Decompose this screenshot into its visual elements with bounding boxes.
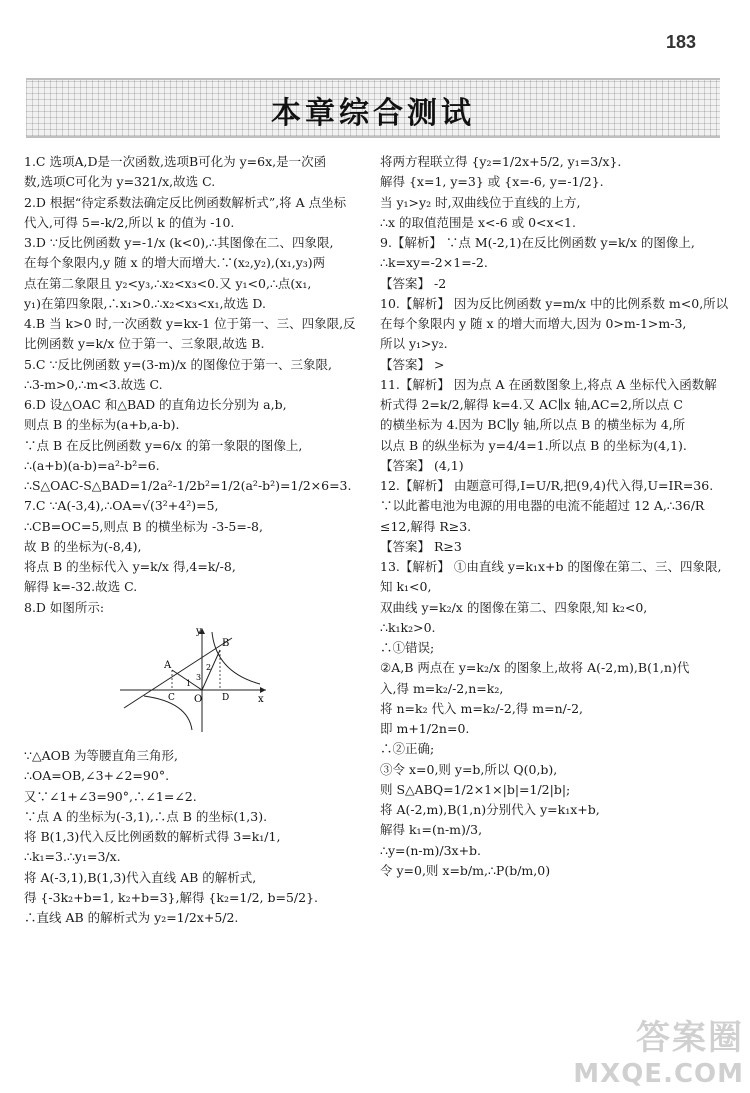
text-line: ∴直线 AB 的解析式为 y₂=1/2x+5/2. [24, 910, 239, 925]
text-line: 在每个象限内,y 随 x 的增大而增大.∵(x₂,y₂),(x₁,y₃)两 [24, 255, 326, 271]
coordinate-figure [120, 624, 270, 734]
text-line: ∴①错误; [380, 640, 435, 655]
text-line: 【答案】 (4,1) [380, 457, 464, 473]
watermark-logo-text: 答案圈 [636, 1018, 744, 1058]
text-line: 5.C ∵反比例函数 y=(3-m)/x 的图像位于第一、三象限, [24, 356, 332, 372]
text-line: 3.D ∵反比例函数 y=-1/x (k<0),∴其图像在二、四象限, [24, 235, 334, 250]
text-line: 即 m+1/2n=0. [380, 721, 470, 736]
left-lines [24, 152, 362, 618]
watermark-url: MXQE.COM [573, 1059, 744, 1089]
text-line: 以点 B 的纵坐标为 y=4/4=1.所以点 B 的坐标为(4,1). [380, 437, 687, 453]
left-column [24, 152, 362, 928]
fig-label-b: B [222, 637, 230, 649]
text-line: ②A,B 两点在 y=k₂/x 的图象上,故将 A(-2,m),B(1,n)代 [380, 660, 690, 676]
text-line: 4.B 当 k>0 时,一次函数 y=kx-1 位于第一、三、四象限,反 [24, 316, 356, 331]
text-line: 在每个象限内 y 随 x 的增大而增大,因为 0>m-1>m-3, [380, 316, 687, 331]
text-line: 7.C ∵A(-3,4),∴OA=√(3²+4²)=5, [24, 498, 219, 514]
text-line: 11.【解析】 因为点 A 在函数图象上,将点 A 坐标代入函数解 [380, 376, 717, 392]
text-line: 【答案】 -2 [380, 275, 447, 291]
text-line: ∴x 的取值范围是 x<-6 或 0<x<1. [380, 214, 576, 230]
text-line: 得 {-3k₂+b=1, k₂+b=3},解得 {k₂=1/2, b=5/2}. [24, 889, 319, 905]
text-line: 解得 {x=1, y=3} 或 {x=-6, y=-1/2}. [380, 174, 604, 190]
problem-8-figure [120, 624, 362, 740]
text-line: 又∵∠1+∠3=90°,∴∠1=∠2. [24, 788, 197, 804]
fig-angle-1: 1 [186, 678, 192, 688]
text-line: ∵△AOB 为等腰直角三角形, [24, 748, 178, 763]
text-line: ≤12,解得 R≥3. [380, 518, 472, 534]
text-line: 双曲线 y=k₂/x 的图像在第二、四象限,知 k₂<0, [380, 599, 648, 615]
text-line: ∴y=(n-m)/3x+b. [380, 842, 482, 858]
text-line: ∴k₁=3.∴y₁=3/x. [24, 849, 121, 865]
text-line: 将 A(-2,m),B(1,n)分别代入 y=k₁x+b, [380, 802, 600, 817]
text-line: 数,选项C可化为 y=321/x,故选 C. [24, 174, 216, 190]
text-line: ∴S△OAC-S△BAD=1/2a²-1/2b²=1/2(a²-b²)=1/2×6=3. [24, 478, 352, 493]
text-line: 将 A(-3,1),B(1,3)代入直线 AB 的解析式, [24, 869, 257, 885]
text-line: 所以 y₁>y₂. [380, 336, 448, 352]
fig-label-o: O [194, 693, 203, 705]
text-line: 8.D 如图所示: [24, 599, 105, 615]
fig-label-x: x [258, 693, 264, 705]
text-line: ∴②正确; [380, 741, 435, 757]
fig-angle-2: 2 [206, 662, 212, 672]
text-line: 【答案】 R≥3 [380, 538, 462, 554]
fig-label-y: y [196, 625, 202, 637]
text-line: 9.【解析】 ∵点 M(-2,1)在反比例函数 y=k/x 的图像上, [380, 235, 695, 250]
text-line: ∵点 A 的坐标为(-3,1),∴点 B 的坐标(1,3). [24, 808, 268, 824]
text-line: 析式得 2=k/2,解得 k=4.又 AC∥x 轴,AC=2,所以点 C [380, 397, 683, 412]
chapter-banner [26, 78, 720, 138]
text-line: 将 B(1,3)代入反比例函数的解析式得 3=k₁/1, [24, 829, 281, 844]
text-line: ∴OA=OB,∠3+∠2=90°. [24, 768, 170, 784]
text-line: 6.D 设△OAC 和△BAD 的直角边长分别为 a,b, [24, 397, 287, 412]
text-line: 则 S△ABQ=1/2×1×|b|=1/2|b|; [380, 781, 571, 797]
text-line: 比例函数 y=k/x 位于第一、三象限,故选 B. [24, 336, 265, 352]
text-line: ∴3-m>0,∴m<3.故选 C. [24, 376, 163, 392]
text-line: 解得 k₁=(n-m)/3, [380, 822, 483, 838]
text-line: ∴k₁k₂>0. [380, 619, 436, 635]
banner-title: 本章综合测试 [271, 96, 475, 131]
text-line: y₁)在第四象限,∴x₁>0.∴x₂<x₃<x₁,故选 D. [24, 295, 266, 311]
watermark [573, 1010, 744, 1089]
text-line: 12.【解析】 由题意可得,I=U/R,把(9,4)代入得,U=IR=36. [380, 478, 714, 493]
text-line: 将点 B 的坐标代入 y=k/x 得,4=k/-8, [24, 559, 236, 574]
text-line: 则点 B 的坐标为(a+b,a-b). [24, 417, 180, 433]
right-lines [380, 152, 729, 881]
text-line: 将两方程联立得 {y₂=1/2x+5/2, y₁=3/x}. [380, 154, 622, 169]
text-line: ∵以此蓄电池为电源的用电器的电流不能超过 12 A,∴36/R [380, 498, 705, 514]
text-line: 13.【解析】 ①由直线 y=k₁x+b 的图像在第二、三、四象限, [380, 559, 722, 574]
text-line: 10.【解析】 因为反比例函数 y=m/x 中的比例系数 m<0,所以 [380, 295, 729, 311]
text-line: 故 B 的坐标为(-8,4), [24, 538, 142, 554]
fig-label-c: C [168, 692, 175, 703]
text-line: ③令 x=0,则 y=b,所以 Q(0,b), [380, 761, 558, 777]
text-line: 令 y=0,则 x=b/m,∴P(b/m,0) [380, 862, 551, 878]
text-line: ∴k=xy=-2×1=-2. [380, 255, 488, 271]
fig-angle-3: 3 [196, 672, 202, 682]
text-line: ∴(a+b)(a-b)=a²-b²=6. [24, 457, 160, 473]
left-lines-after-figure [24, 746, 362, 928]
text-line: 将 n=k₂ 代入 m=k₂/-2,得 m=n/-2, [380, 700, 584, 716]
text-line: 点在第二象限且 y₂<y₃,∴x₂<x₃<0.又 y₁<0,∴点(x₁, [24, 275, 312, 291]
fig-label-d: D [222, 692, 230, 703]
text-line: 入,得 m=k₂/-2,n=k₂, [380, 680, 504, 696]
text-line: 2.D 根据“待定系数法确定反比例函数解析式”,将 A 点坐标 [24, 194, 347, 210]
text-line: 1.C 选项A,D是一次函数,选项B可化为 y=6x,是一次函 [24, 154, 327, 169]
right-column [380, 152, 729, 881]
text-line: 当 y₁>y₂ 时,双曲线位于直线的上方, [380, 194, 581, 210]
text-line: 【答案】 > [380, 356, 445, 372]
fig-label-a: A [164, 659, 172, 671]
text-line: ∵点 B 在反比例函数 y=6/x 的第一象限的图像上, [24, 437, 303, 453]
text-line: 知 k₁<0, [380, 579, 432, 595]
text-line: 代入,可得 5=-k/2,所以 k 的值为 -10. [24, 214, 235, 230]
text-line: ∴CB=OC=5,则点 B 的横坐标为 -3-5=-8, [24, 518, 263, 534]
text-line: 解得 k=-32.故选 C. [24, 579, 138, 595]
text-line: 的横坐标为 4.因为 BC∥y 轴,所以点 B 的横坐标为 4,所 [380, 417, 686, 433]
page-number: 183 [665, 32, 696, 52]
